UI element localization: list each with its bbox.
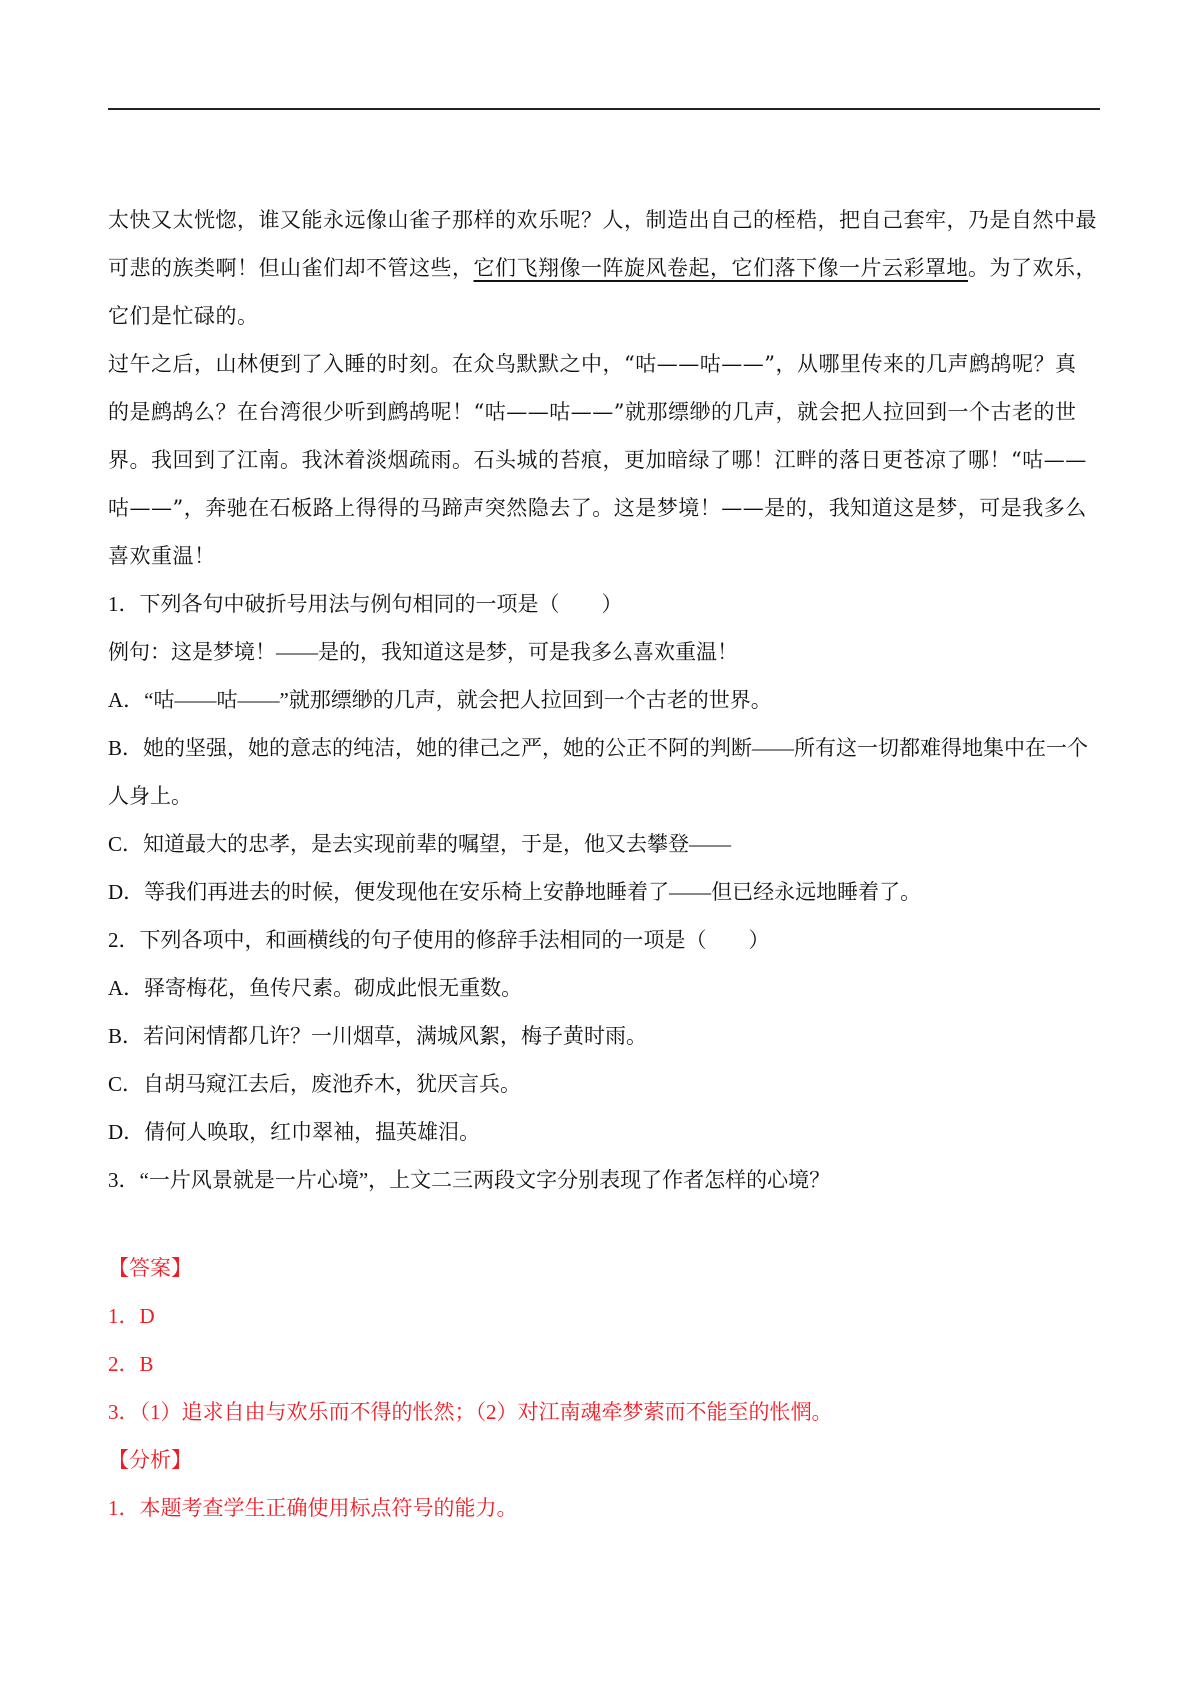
question-1-option-a: A．“咕——咕——”就那缥缈的几声，就会把人拉回到一个古老的世界。 (108, 688, 772, 712)
answer-heading: 【答案】 (108, 1256, 192, 1280)
question-1-example: 例句：这是梦境！——是的，我知道这是梦，可是我多么喜欢重温！ (108, 640, 738, 664)
question-2-stem: 2．下列各项中，和画横线的句子使用的修辞手法相同的一项是（ ） (108, 928, 770, 952)
document-body (108, 196, 1100, 1532)
passage-text: 可悲的族类啊！但山雀们却不管这些， (108, 256, 474, 280)
header-rule (108, 108, 1100, 110)
passage-line: 喜欢重温！ (108, 544, 216, 568)
analysis-1: 1．本题考查学生正确使用标点符号的能力。 (108, 1496, 518, 1520)
answer-1: 1．D (108, 1304, 155, 1328)
passage-text: 。为了欢乐， (968, 256, 1097, 280)
question-3-stem: 3．“一片风景就是一片心境”，上文二三两段文字分别表现了作者怎样的心境？ (108, 1168, 831, 1192)
section-gap (108, 1204, 1100, 1244)
question-1-option-c: C．知道最大的忠孝，是去实现前辈的嘱望，于是，他又去攀登—— (108, 832, 732, 856)
passage-line: 太快又太恍惚，谁又能永远像山雀子那样的欢乐呢？人，制造出自己的桎梏，把自己套牢，乃是自然中最 (108, 208, 1097, 232)
question-2-option-b: B．若问闲情都几许？一川烟草，满城风絮，梅子黄时雨。 (108, 1024, 648, 1048)
passage-line: 界。我回到了江南。我沐着淡烟疏雨。石头城的苔痕，更加暗绿了哪！江畔的落日更苍凉了哪！“咕—— (108, 448, 1087, 472)
question-1-stem: 1．下列各句中破折号用法与例句相同的一项是（ ） (108, 592, 623, 616)
passage-line: 的是鹧鸪么？在台湾很少听到鹧鸪呢！“咕——咕——”就那缥缈的几声，就会把人拉回到一个古老的世 (108, 400, 1077, 424)
passage-line: 咕——”，奔驰在石板路上得得的马蹄声突然隐去了。这是梦境！——是的，我知道这是梦，可是我多么 (108, 496, 1087, 520)
question-2-option-d: D．倩何人唤取，红巾翠袖，揾英雄泪。 (108, 1120, 481, 1144)
question-1-option-d: D．等我们再进去的时候，便发现他在安乐椅上安静地睡着了——但已经永远地睡着了。 (108, 880, 922, 904)
answer-2: 2．B (108, 1352, 154, 1376)
underlined-sentence: 它们飞翔像一阵旋风卷起，它们落下像一片云彩罩地 (473, 256, 968, 280)
passage-line-with-underline (108, 244, 1100, 292)
question-2-option-c: C．自胡马窥江去后，废池乔木，犹厌言兵。 (108, 1072, 522, 1096)
passage-line: 过午之后，山林便到了入睡的时刻。在众鸟默默之中，“咕——咕——”，从哪里传来的几声鹧鸪呢？真 (108, 352, 1077, 376)
question-1-option-b: B．她的坚强，她的意志的纯洁，她的律己之严，她的公正不阿的判断——所有这一切都难得地集中在一个 (108, 736, 1089, 760)
question-2-option-a: A．驿寄梅花，鱼传尺素。砌成此恨无重数。 (108, 976, 523, 1000)
question-1-option-b-cont: 人身上。 (108, 784, 192, 808)
answer-3: 3．（1）追求自由与欢乐而不得的怅然；（2）对江南魂牵梦萦而不能至的怅惘。 (108, 1400, 833, 1424)
analysis-heading: 【分析】 (108, 1448, 192, 1472)
passage-line: 它们是忙碌的。 (108, 304, 259, 328)
